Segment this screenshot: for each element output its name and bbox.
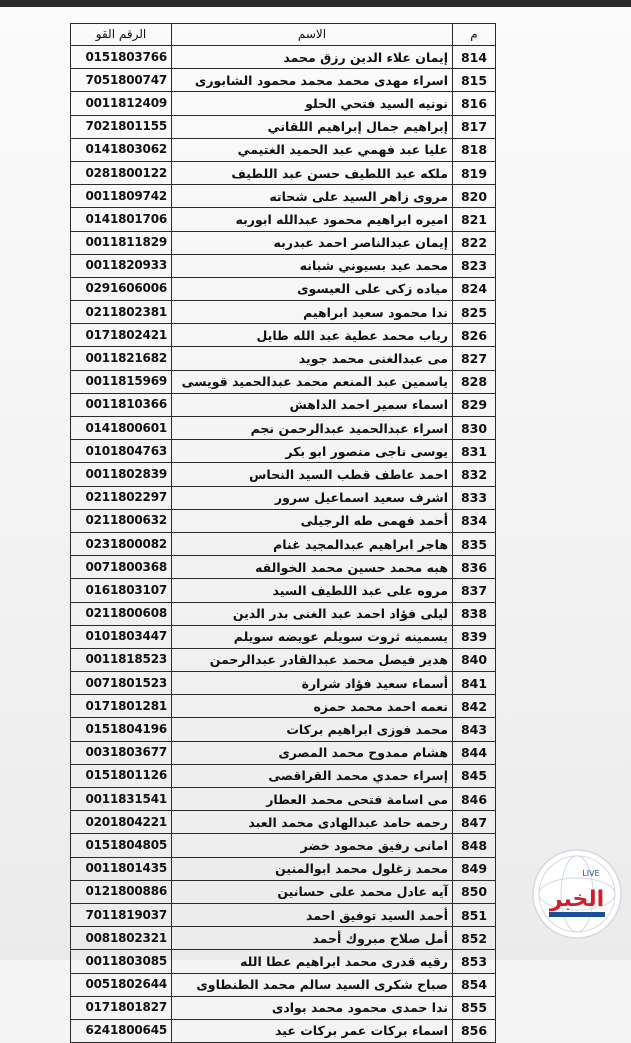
national-id-cell: 0031803677	[71, 741, 172, 764]
national-id-cell: 0101804763	[71, 440, 172, 463]
row-number-cell: 820	[453, 185, 496, 208]
table-row	[71, 579, 496, 602]
name-cell: أحمد السيد توفيق احمد	[172, 903, 453, 926]
name-cell: ياسمين عبد المنعم محمد عبدالحميد قويسى	[172, 370, 453, 393]
name-cell: ندا حمدى محمود محمد بوادى	[172, 996, 453, 1019]
name-cell: محمد زغلول محمد ابوالمنين	[172, 857, 453, 880]
header-number: م	[453, 24, 496, 46]
table-row	[71, 811, 496, 834]
row-number-cell: 843	[453, 718, 496, 741]
name-cell: ملكه عبد اللطيف حسن عبد اللطيف	[172, 161, 453, 184]
national-id-cell: 0211800608	[71, 602, 172, 625]
row-number-cell: 830	[453, 417, 496, 440]
row-number-cell: 832	[453, 463, 496, 486]
national-id-cell: 0071800368	[71, 556, 172, 579]
table-row	[71, 463, 496, 486]
name-cell: اميره ابراهيم محمود عبدالله ابوربه	[172, 208, 453, 231]
row-number-cell: 827	[453, 347, 496, 370]
name-cell: أمل صلاح مبروك أحمد	[172, 927, 453, 950]
national-id-cell: 0151803766	[71, 46, 172, 69]
document-sheet	[0, 7, 631, 1039]
row-number-cell: 836	[453, 556, 496, 579]
row-number-cell: 821	[453, 208, 496, 231]
table-row	[71, 1019, 496, 1042]
national-id-cell: 0291606006	[71, 277, 172, 300]
table-row	[71, 764, 496, 787]
table-row	[71, 486, 496, 509]
row-number-cell: 839	[453, 625, 496, 648]
row-number-cell: 851	[453, 903, 496, 926]
row-number-cell: 852	[453, 927, 496, 950]
row-number-cell: 834	[453, 509, 496, 532]
table-row	[71, 92, 496, 115]
table-row	[71, 903, 496, 926]
row-number-cell: 855	[453, 996, 496, 1019]
row-number-cell: 816	[453, 92, 496, 115]
national-id-cell: 7051800747	[71, 69, 172, 92]
name-cell: هاجر ابراهيم عبدالمجيد غنام	[172, 532, 453, 555]
table-row	[71, 718, 496, 741]
table-row	[71, 880, 496, 903]
row-number-cell: 848	[453, 834, 496, 857]
national-id-cell: 0011821682	[71, 347, 172, 370]
table-row	[71, 625, 496, 648]
national-id-cell: 0171801281	[71, 695, 172, 718]
table-row	[71, 231, 496, 254]
name-cell: اسراء عبدالحميد عبدالرحمن نجم	[172, 417, 453, 440]
national-id-cell: 0011809742	[71, 185, 172, 208]
row-number-cell: 847	[453, 811, 496, 834]
national-id-cell: 0011812409	[71, 92, 172, 115]
national-id-cell: 0141800601	[71, 417, 172, 440]
name-cell: أسماء سعيد فؤاد شرارة	[172, 672, 453, 695]
table-row	[71, 208, 496, 231]
row-number-cell: 824	[453, 277, 496, 300]
row-number-cell: 819	[453, 161, 496, 184]
national-id-cell: 0051802644	[71, 973, 172, 996]
name-cell: إيمان علاء الدين رزق محمد	[172, 46, 453, 69]
table-row	[71, 834, 496, 857]
row-number-cell: 844	[453, 741, 496, 764]
name-cell: اسراء مهدى محمد محمد محمود الشابورى	[172, 69, 453, 92]
name-cell: اسماء سمير احمد الداهش	[172, 393, 453, 416]
row-number-cell: 840	[453, 648, 496, 671]
national-id-cell: 0201804221	[71, 811, 172, 834]
table-row	[71, 185, 496, 208]
name-cell: مياده زكى على العيسوى	[172, 277, 453, 300]
name-cell: رقيه قدرى محمد ابراهيم عطا الله	[172, 950, 453, 973]
national-id-cell: 7021801155	[71, 115, 172, 138]
national-id-cell: 0171802421	[71, 324, 172, 347]
table-row	[71, 973, 496, 996]
table-row	[71, 417, 496, 440]
table-row	[71, 672, 496, 695]
name-cell: اسماء بركات عمر بركات عيد	[172, 1019, 453, 1042]
roster-table	[70, 23, 496, 1043]
row-number-cell: 841	[453, 672, 496, 695]
national-id-cell: 0211800632	[71, 509, 172, 532]
name-cell: محمد عيد بسيوني شبانه	[172, 254, 453, 277]
table-row	[71, 695, 496, 718]
table-row	[71, 393, 496, 416]
header-name: الاسم	[172, 24, 453, 46]
name-cell: مى اسامة فتحى محمد العطار	[172, 788, 453, 811]
row-number-cell: 849	[453, 857, 496, 880]
row-number-cell: 831	[453, 440, 496, 463]
table-row	[71, 254, 496, 277]
national-id-cell: 0211802381	[71, 301, 172, 324]
name-cell: هبه محمد حسين محمد الخوالقه	[172, 556, 453, 579]
name-cell: ليلى فؤاد احمد عبد الغنى بدر الدين	[172, 602, 453, 625]
national-id-cell: 0121800886	[71, 880, 172, 903]
national-id-cell: 0011803085	[71, 950, 172, 973]
name-cell: نونيه السيد فتحي الحلو	[172, 92, 453, 115]
row-number-cell: 835	[453, 532, 496, 555]
national-id-cell: 0011802839	[71, 463, 172, 486]
row-number-cell: 850	[453, 880, 496, 903]
table-row	[71, 602, 496, 625]
table-row	[71, 69, 496, 92]
name-cell: نعمه احمد محمد حمزه	[172, 695, 453, 718]
row-number-cell: 833	[453, 486, 496, 509]
name-cell: إيمان عبدالناصر احمد عبدربه	[172, 231, 453, 254]
watermark-tag-text: LIVE	[582, 869, 600, 878]
row-number-cell: 842	[453, 695, 496, 718]
national-id-cell: 0101803447	[71, 625, 172, 648]
name-cell: آيه عادل محمد على حسانين	[172, 880, 453, 903]
table-row	[71, 370, 496, 393]
name-cell: رحمه حامد عبدالهادى محمد العبد	[172, 811, 453, 834]
national-id-cell: 0011815969	[71, 370, 172, 393]
national-id-cell: 0161803107	[71, 579, 172, 602]
national-id-cell: 0011818523	[71, 648, 172, 671]
table-row	[71, 788, 496, 811]
national-id-cell: 0281800122	[71, 161, 172, 184]
national-id-cell: 0071801523	[71, 672, 172, 695]
national-id-cell: 7011819037	[71, 903, 172, 926]
name-cell: هدير فيصل محمد عبدالقادر عبدالرحمن	[172, 648, 453, 671]
row-number-cell: 815	[453, 69, 496, 92]
row-number-cell: 837	[453, 579, 496, 602]
table-header-row	[71, 24, 496, 46]
table-row	[71, 324, 496, 347]
name-cell: امانى رفيق محمود خضر	[172, 834, 453, 857]
row-number-cell: 814	[453, 46, 496, 69]
national-id-cell: 0231800082	[71, 532, 172, 555]
national-id-cell: 0011801435	[71, 857, 172, 880]
national-id-cell: 0011811829	[71, 231, 172, 254]
watermark-brand-text: الخبر	[549, 887, 605, 912]
table-row	[71, 532, 496, 555]
watermark-logo	[531, 848, 623, 940]
name-cell: ندا محمود سعيد ابراهيم	[172, 301, 453, 324]
name-cell: اشرف سعيد اسماعيل سرور	[172, 486, 453, 509]
table-row	[71, 440, 496, 463]
top-edge-bar	[0, 0, 631, 7]
national-id-cell: 0151801126	[71, 764, 172, 787]
name-cell: محمد فوزى ابراهيم بركات	[172, 718, 453, 741]
national-id-cell: 0141801706	[71, 208, 172, 231]
national-id-cell: 6241800645	[71, 1019, 172, 1042]
national-id-cell: 0011831541	[71, 788, 172, 811]
name-cell: إبراهيم جمال إبراهيم اللقاني	[172, 115, 453, 138]
name-cell: صباح شكرى السيد سالم محمد الطنطاوى	[172, 973, 453, 996]
name-cell: احمد عاطف قطب السيد النحاس	[172, 463, 453, 486]
row-number-cell: 817	[453, 115, 496, 138]
row-number-cell: 853	[453, 950, 496, 973]
row-number-cell: 818	[453, 138, 496, 161]
row-number-cell: 828	[453, 370, 496, 393]
table-row	[71, 347, 496, 370]
name-cell: مروى زاهر السيد على شحاته	[172, 185, 453, 208]
header-national-id: الرقم القو	[71, 24, 172, 46]
row-number-cell: 825	[453, 301, 496, 324]
row-number-cell: 822	[453, 231, 496, 254]
row-number-cell: 823	[453, 254, 496, 277]
row-number-cell: 854	[453, 973, 496, 996]
table-row	[71, 556, 496, 579]
name-cell: يوسى ناجى منصور ابو بكر	[172, 440, 453, 463]
table-row	[71, 161, 496, 184]
table-row	[71, 138, 496, 161]
row-number-cell: 856	[453, 1019, 496, 1042]
table-row	[71, 927, 496, 950]
name-cell: مروه على عبد اللطيف السيد	[172, 579, 453, 602]
table-row	[71, 46, 496, 69]
table-row	[71, 857, 496, 880]
name-cell: أحمد فهمى طه الرجيلى	[172, 509, 453, 532]
row-number-cell: 846	[453, 788, 496, 811]
row-number-cell: 826	[453, 324, 496, 347]
name-cell: يسمينه ثروت سويلم عويضه سويلم	[172, 625, 453, 648]
table-row	[71, 301, 496, 324]
name-cell: عليا عبد فهمي عبد الحميد الغتيمي	[172, 138, 453, 161]
national-id-cell: 0081802321	[71, 927, 172, 950]
row-number-cell: 829	[453, 393, 496, 416]
national-id-cell: 0011810366	[71, 393, 172, 416]
table-row	[71, 648, 496, 671]
row-number-cell: 845	[453, 764, 496, 787]
national-id-cell: 0151804196	[71, 718, 172, 741]
name-cell: إسراء حمدي محمد القراقصى	[172, 764, 453, 787]
table-row	[71, 950, 496, 973]
name-cell: مى عبدالغنى محمد جويد	[172, 347, 453, 370]
row-number-cell: 838	[453, 602, 496, 625]
national-id-cell: 0141803062	[71, 138, 172, 161]
national-id-cell: 0151804805	[71, 834, 172, 857]
table-row	[71, 115, 496, 138]
table-row	[71, 509, 496, 532]
name-cell: هشام ممدوح محمد المصرى	[172, 741, 453, 764]
national-id-cell: 0011820933	[71, 254, 172, 277]
national-id-cell: 0171801827	[71, 996, 172, 1019]
table-body	[71, 46, 496, 1043]
table-row	[71, 996, 496, 1019]
table-row	[71, 741, 496, 764]
table-row	[71, 277, 496, 300]
name-cell: رباب محمد عطية عبد الله طايل	[172, 324, 453, 347]
national-id-cell: 0211802297	[71, 486, 172, 509]
